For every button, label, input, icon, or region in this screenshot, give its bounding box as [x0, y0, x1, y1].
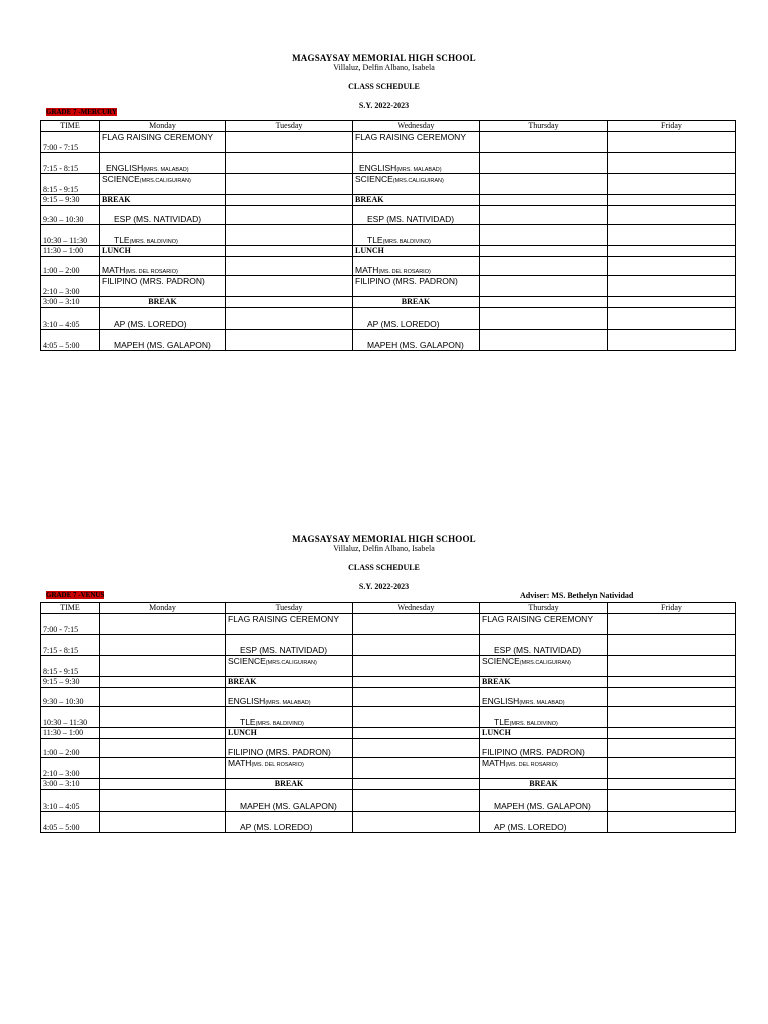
subject-name: ENGLISH [359, 163, 397, 173]
cell-friday [608, 728, 736, 739]
cell-friday [608, 225, 736, 246]
cell-friday [608, 153, 736, 174]
cell-thursday [480, 276, 608, 297]
cell-thursday [480, 677, 608, 688]
cell-tuesday [226, 758, 353, 779]
teacher-name: (MRS.CALIGUIRAN) [392, 178, 444, 184]
table-body [41, 614, 736, 833]
cell-thursday [480, 174, 608, 195]
cell-tuesday [226, 779, 353, 790]
time-cell: 9:15 – 9:30 [41, 195, 100, 206]
cell-monday [100, 688, 226, 707]
cell-tuesday [226, 656, 353, 677]
cell-friday [608, 758, 736, 779]
cell-thursday [480, 153, 608, 174]
cell-wednesday [353, 614, 480, 635]
teacher-name: (MS. DEL ROSARIO) [505, 762, 558, 768]
grade-label [44, 108, 119, 117]
cell-wednesday [353, 812, 480, 833]
cell-friday [608, 812, 736, 833]
cell-tuesday [226, 688, 353, 707]
col-header-wednesday: Wednesday [353, 603, 480, 614]
table-row [41, 308, 736, 330]
teacher-name: (MRS. MALABAD) [519, 700, 565, 706]
schedule-table [40, 602, 736, 833]
table-row [41, 614, 736, 635]
cell-tuesday [226, 739, 353, 758]
table-row [41, 758, 736, 779]
table-row [41, 728, 736, 739]
cell-friday [608, 656, 736, 677]
cell-friday [608, 308, 736, 330]
cell-thursday [480, 635, 608, 656]
table-header-row [41, 603, 736, 614]
subject-name: MATH [355, 265, 379, 275]
cell-monday [100, 677, 226, 688]
teacher-name: (MRS.CALIGUIRAN) [519, 660, 571, 666]
cell-friday [608, 707, 736, 728]
cell-wednesday [353, 246, 480, 257]
teacher-name: (MS. DEL ROSARIO) [125, 269, 178, 275]
subject-name: SCIENCE [102, 174, 140, 184]
col-header-friday: Friday [608, 121, 736, 132]
subject-name: ESP (MS. NATIVIDAD) [114, 214, 202, 224]
break-label: BREAK [482, 677, 511, 686]
time-cell: 9:15 – 9:30 [41, 677, 100, 688]
cell-wednesday [353, 779, 480, 790]
table-row [41, 812, 736, 833]
break-label: BREAK [401, 297, 431, 306]
cell-thursday [480, 790, 608, 812]
cell-wednesday [353, 790, 480, 812]
cell-tuesday [226, 812, 353, 833]
table-row [41, 132, 736, 153]
cell-tuesday [226, 330, 353, 351]
subject-name: FLAG RAISING CEREMONY [228, 614, 339, 624]
cell-friday [608, 174, 736, 195]
table-body [41, 132, 736, 351]
cell-monday [100, 225, 226, 246]
cell-monday [100, 812, 226, 833]
col-header-time: TIME [41, 121, 100, 132]
grade-level: GRADE 7 - [46, 591, 81, 599]
teacher-name: (MRS. MALABAD) [396, 167, 442, 173]
subject-name: AP (MS. LOREDO) [114, 319, 187, 329]
teacher-name: (MRS. BALDIVINO) [382, 239, 431, 245]
cell-friday [608, 195, 736, 206]
break-label: BREAK [274, 779, 304, 788]
subject-name: ENGLISH [228, 696, 266, 706]
cell-wednesday [353, 206, 480, 225]
table-row [41, 246, 736, 257]
table-row [41, 153, 736, 174]
cell-tuesday [226, 257, 353, 276]
cell-wednesday [353, 656, 480, 677]
cell-wednesday [353, 707, 480, 728]
cell-wednesday [353, 132, 480, 153]
subject-name: AP (MS. LOREDO) [367, 319, 440, 329]
subject-name: ESP (MS. NATIVIDAD) [240, 645, 328, 655]
adviser-label: Adviser: MS. Bethelyn Natividad [520, 591, 634, 600]
school-address: Villaluz, Delfin Albano, Isabela [333, 544, 435, 553]
cell-thursday [480, 707, 608, 728]
subject-name: MAPEH (MS. GALAPON) [367, 340, 464, 350]
cell-wednesday [353, 308, 480, 330]
schedule-title: CLASS SCHEDULE [348, 82, 420, 91]
cell-tuesday [226, 195, 353, 206]
cell-tuesday [226, 308, 353, 330]
cell-tuesday [226, 614, 353, 635]
break-label: BREAK [529, 779, 558, 788]
subject-name: MAPEH (MS. GALAPON) [114, 340, 211, 350]
time-cell: 3:10 – 4:05 [41, 308, 100, 330]
cell-monday [100, 779, 226, 790]
cell-thursday [480, 728, 608, 739]
cell-monday [100, 790, 226, 812]
cell-monday [100, 330, 226, 351]
subject-name: SCIENCE [482, 656, 520, 666]
table-row [41, 779, 736, 790]
time-cell: 1:00 – 2:00 [41, 739, 100, 758]
cell-tuesday [226, 728, 353, 739]
cell-thursday [480, 132, 608, 153]
teacher-name: (MRS.CALIGUIRAN) [139, 178, 191, 184]
cell-monday [100, 195, 226, 206]
cell-thursday [480, 257, 608, 276]
cell-thursday [480, 225, 608, 246]
break-label: BREAK [148, 297, 177, 306]
time-cell: 4:05 – 5:00 [41, 812, 100, 833]
teacher-name: (MRS. BALDIVINO) [509, 721, 558, 727]
col-header-tuesday: Tuesday [226, 121, 353, 132]
subject-name: ENGLISH [106, 163, 144, 173]
table-row [41, 257, 736, 276]
time-cell: 11:30 – 1:00 [41, 728, 100, 739]
table-row [41, 174, 736, 195]
cell-friday [608, 330, 736, 351]
subject-name: AP (MS. LOREDO) [240, 822, 313, 832]
cell-wednesday [353, 688, 480, 707]
col-header-time: TIME [41, 603, 100, 614]
schedule-table [40, 120, 736, 351]
col-header-monday: Monday [100, 121, 226, 132]
cell-friday [608, 206, 736, 225]
cell-wednesday [353, 174, 480, 195]
table-row [41, 225, 736, 246]
break-label: LUNCH [355, 246, 384, 255]
cell-friday [608, 635, 736, 656]
teacher-name: (MS. DEL ROSARIO) [378, 269, 431, 275]
cell-thursday [480, 688, 608, 707]
cell-thursday [480, 330, 608, 351]
time-cell: 7:00 - 7:15 [41, 132, 100, 153]
section-name: VENUS [80, 591, 105, 599]
cell-friday [608, 246, 736, 257]
teacher-name: (MRS. BALDIVINO) [129, 239, 178, 245]
cell-monday [100, 132, 226, 153]
teacher-name: (MS. DEL ROSARIO) [251, 762, 304, 768]
subject-name: FILIPINO (MRS. PADRON) [228, 747, 331, 757]
cell-monday [100, 257, 226, 276]
cell-wednesday [353, 195, 480, 206]
table-row [41, 739, 736, 758]
cell-thursday [480, 779, 608, 790]
section-name: MERCURY [80, 108, 117, 116]
teacher-name: (MRS. MALABAD) [143, 167, 189, 173]
cell-friday [608, 790, 736, 812]
subject-name: MAPEH (MS. GALAPON) [240, 801, 337, 811]
time-cell: 7:00 - 7:15 [41, 614, 100, 635]
subject-name: MAPEH (MS. GALAPON) [494, 801, 591, 811]
subject-name: FILIPINO (MRS. PADRON) [102, 276, 205, 286]
time-cell: 8:15 - 9:15 [41, 656, 100, 677]
col-header-monday: Monday [100, 603, 226, 614]
time-cell: 3:10 – 4:05 [41, 790, 100, 812]
cell-tuesday [226, 153, 353, 174]
schedule-header [0, 531, 768, 595]
subject-name: MATH [228, 758, 252, 768]
cell-tuesday [226, 225, 353, 246]
cell-friday [608, 276, 736, 297]
cell-thursday [480, 656, 608, 677]
school-name: MAGSAYSAY MEMORIAL HIGH SCHOOL [292, 53, 476, 63]
cell-monday [100, 174, 226, 195]
cell-wednesday [353, 728, 480, 739]
cell-monday [100, 656, 226, 677]
cell-monday [100, 153, 226, 174]
cell-friday [608, 739, 736, 758]
cell-thursday [480, 206, 608, 225]
subject-name: FLAG RAISING CEREMONY [482, 614, 593, 624]
time-cell: 2:10 – 3:00 [41, 276, 100, 297]
cell-monday [100, 276, 226, 297]
subject-name: ESP (MS. NATIVIDAD) [494, 645, 582, 655]
table-row [41, 707, 736, 728]
cell-tuesday [226, 790, 353, 812]
table-row [41, 677, 736, 688]
break-label: BREAK [102, 195, 131, 204]
cell-tuesday [226, 206, 353, 225]
grade-label [44, 591, 106, 600]
subject-name: FILIPINO (MRS. PADRON) [355, 276, 458, 286]
time-cell: 10:30 – 11:30 [41, 225, 100, 246]
teacher-name: (MRS.CALIGUIRAN) [265, 660, 317, 666]
subject-name: FLAG RAISING CEREMONY [355, 132, 466, 142]
cell-wednesday [353, 330, 480, 351]
subject-name: SCIENCE [228, 656, 266, 666]
school-address: Villaluz, Delfin Albano, Isabela [333, 63, 435, 72]
time-cell: 9:30 – 10:30 [41, 206, 100, 225]
cell-thursday [480, 246, 608, 257]
subject-name: AP (MS. LOREDO) [494, 822, 567, 832]
cell-friday [608, 132, 736, 153]
schedule-mercury [0, 50, 768, 114]
cell-tuesday [226, 174, 353, 195]
time-cell: 4:05 – 5:00 [41, 330, 100, 351]
cell-monday [100, 739, 226, 758]
cell-friday [608, 614, 736, 635]
cell-monday [100, 308, 226, 330]
table-row [41, 297, 736, 308]
cell-thursday [480, 614, 608, 635]
time-cell: 11:30 – 1:00 [41, 246, 100, 257]
cell-monday [100, 707, 226, 728]
cell-wednesday [353, 297, 480, 308]
school-name: MAGSAYSAY MEMORIAL HIGH SCHOOL [292, 534, 476, 544]
col-header-friday: Friday [608, 603, 736, 614]
col-header-wednesday: Wednesday [353, 121, 480, 132]
subject-name: ESP (MS. NATIVIDAD) [367, 214, 455, 224]
cell-tuesday [226, 677, 353, 688]
table-row [41, 688, 736, 707]
cell-monday [100, 758, 226, 779]
cell-friday [608, 257, 736, 276]
time-cell: 8:15 - 9:15 [41, 174, 100, 195]
subject-name: TLE [494, 717, 510, 727]
cell-wednesday [353, 739, 480, 758]
subject-name: MATH [102, 265, 126, 275]
cell-thursday [480, 195, 608, 206]
teacher-name: (MRS. MALABAD) [265, 700, 311, 706]
cell-wednesday [353, 225, 480, 246]
subject-name: TLE [367, 235, 383, 245]
schedule-venus [0, 531, 768, 595]
cell-friday [608, 297, 736, 308]
cell-thursday [480, 812, 608, 833]
time-cell: 3:00 – 3:10 [41, 297, 100, 308]
cell-thursday [480, 758, 608, 779]
break-label: LUNCH [482, 728, 511, 737]
cell-tuesday [226, 297, 353, 308]
subject-name: TLE [240, 717, 256, 727]
time-cell: 7:15 - 8:15 [41, 153, 100, 174]
break-label: LUNCH [102, 246, 131, 255]
schedule-header [0, 50, 768, 114]
time-cell: 9:30 – 10:30 [41, 688, 100, 707]
col-header-thursday: Thursday [480, 603, 608, 614]
col-header-tuesday: Tuesday [226, 603, 353, 614]
cell-wednesday [353, 153, 480, 174]
cell-friday [608, 677, 736, 688]
col-header-thursday: Thursday [480, 121, 608, 132]
school-year: S.Y. 2022-2023 [358, 582, 410, 591]
break-label: BREAK [228, 677, 257, 686]
break-label: LUNCH [228, 728, 257, 737]
subject-name: MATH [482, 758, 506, 768]
subject-name: FLAG RAISING CEREMONY [102, 132, 213, 142]
cell-tuesday [226, 276, 353, 297]
cell-friday [608, 688, 736, 707]
cell-thursday [480, 308, 608, 330]
cell-monday [100, 614, 226, 635]
cell-wednesday [353, 257, 480, 276]
cell-wednesday [353, 677, 480, 688]
cell-monday [100, 297, 226, 308]
grade-level: GRADE 7 - [46, 108, 81, 116]
cell-monday [100, 206, 226, 225]
subject-name: SCIENCE [355, 174, 393, 184]
schedule-title: CLASS SCHEDULE [348, 563, 420, 572]
subject-name: ENGLISH [482, 696, 520, 706]
cell-wednesday [353, 635, 480, 656]
time-cell: 2:10 – 3:00 [41, 758, 100, 779]
cell-monday [100, 246, 226, 257]
cell-thursday [480, 297, 608, 308]
school-year: S.Y. 2022-2023 [358, 101, 410, 110]
cell-thursday [480, 739, 608, 758]
cell-wednesday [353, 276, 480, 297]
subject-name: FILIPINO (MRS. PADRON) [482, 747, 585, 757]
table-row [41, 195, 736, 206]
teacher-name: (MRS. BALDIVINO) [255, 721, 304, 727]
table-row [41, 330, 736, 351]
table-row [41, 790, 736, 812]
cell-wednesday [353, 758, 480, 779]
time-cell: 10:30 – 11:30 [41, 707, 100, 728]
break-label: BREAK [355, 195, 384, 204]
time-cell: 7:15 - 8:15 [41, 635, 100, 656]
cell-tuesday [226, 246, 353, 257]
table-row [41, 635, 736, 656]
cell-friday [608, 779, 736, 790]
table-row [41, 276, 736, 297]
cell-tuesday [226, 707, 353, 728]
cell-tuesday [226, 132, 353, 153]
cell-monday [100, 635, 226, 656]
cell-monday [100, 728, 226, 739]
table-row [41, 206, 736, 225]
cell-tuesday [226, 635, 353, 656]
table-header-row [41, 121, 736, 132]
time-cell: 1:00 – 2:00 [41, 257, 100, 276]
subject-name: TLE [114, 235, 130, 245]
time-cell: 3:00 – 3:10 [41, 779, 100, 790]
table-row [41, 656, 736, 677]
